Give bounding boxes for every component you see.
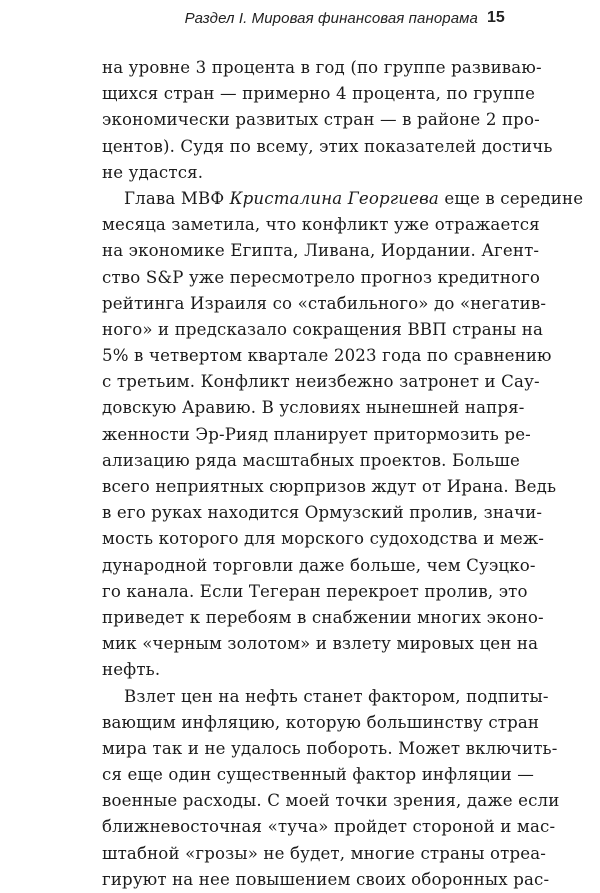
text-line: не удастся.: [102, 162, 204, 182]
text-line: штабной «грозы» не будет, многие страны отреа-: [102, 843, 547, 863]
person-name: Кристалина Георгиева: [229, 188, 439, 208]
text-line: в его руках находится Ормузский пролив, значи-: [102, 503, 543, 523]
text-run: Глава МВФ: [124, 188, 230, 208]
running-header: Раздел I. Мировая финансовая панорама: [184, 10, 478, 27]
text-line: довскую Аравию. В условиях нынешней напря-: [102, 398, 525, 418]
text-line: с третьим. Конфликт неизбежно затронет и Сау-: [102, 372, 540, 392]
text-line: центов). Судя по всему, этих показателей достичь: [102, 136, 553, 156]
text-line: [102, 186, 584, 212]
text-line: вающим инфляцию, которую большинству стран: [102, 712, 540, 732]
text-line: всего неприятных сюрпризов ждут от Ирана. Ведь: [102, 477, 557, 496]
text-line: щихся стран — примерно 4 процента, по группе: [102, 84, 536, 104]
text-line: нефть.: [102, 660, 161, 680]
text-line: ного» и предсказало сокращения ВВП страны на: [102, 319, 544, 339]
text-line: дународной торговли даже больше, чем Суэцко-: [102, 555, 536, 575]
text-line: ализацию ряда масштабных проектов. Больше: [102, 450, 520, 470]
text-line: приведет к перебоям в снабжении многих эконо-: [102, 607, 544, 627]
text-line: гируют на нее повышением своих оборонных рас-: [102, 869, 550, 889]
text-line: на уровне 3 процента в год (по группе развиваю-: [102, 58, 542, 77]
text-line: месяца заметила, что конфликт уже отражается: [102, 215, 540, 235]
text-line: на экономике Египта, Ливана, Иордании. Агент-: [102, 241, 540, 261]
text-line: военные расходы. С моей точки зрения, даже если: [102, 791, 560, 811]
text-line: ся еще один существенный фактор инфляции —: [102, 765, 534, 785]
body-text: [102, 55, 584, 893]
text-line: 5% в четвертом квартале 2023 года по сравнению: [102, 346, 552, 366]
text-line: женности Эр-Рияд планирует притормозить ре-: [102, 424, 531, 444]
text-line: мира так и не удалось побороть. Может включить-: [102, 738, 558, 758]
text-line: рейтинга Израиля со «стабильного» до «негатив-: [102, 293, 547, 313]
text-line: мик «черным золотом» и взлету мировых цен на: [102, 634, 539, 654]
text-run: еще в середине: [438, 188, 584, 208]
page-number: 15: [487, 9, 505, 26]
text-line: мость которого для морского судоходства и меж-: [102, 529, 545, 549]
text-line: экономически развитых стран — в районе 2 про-: [102, 110, 540, 130]
text-line: Взлет цен на нефть станет фактором, подпиты-: [124, 686, 549, 706]
text-line: ство S&P уже пересмотрело прогноз кредитного: [102, 267, 541, 287]
text-line: ближневосточная «туча» пройдет стороной и мас-: [102, 817, 556, 837]
text-line: го канала. Если Тегеран перекроет пролив, это: [102, 581, 528, 601]
